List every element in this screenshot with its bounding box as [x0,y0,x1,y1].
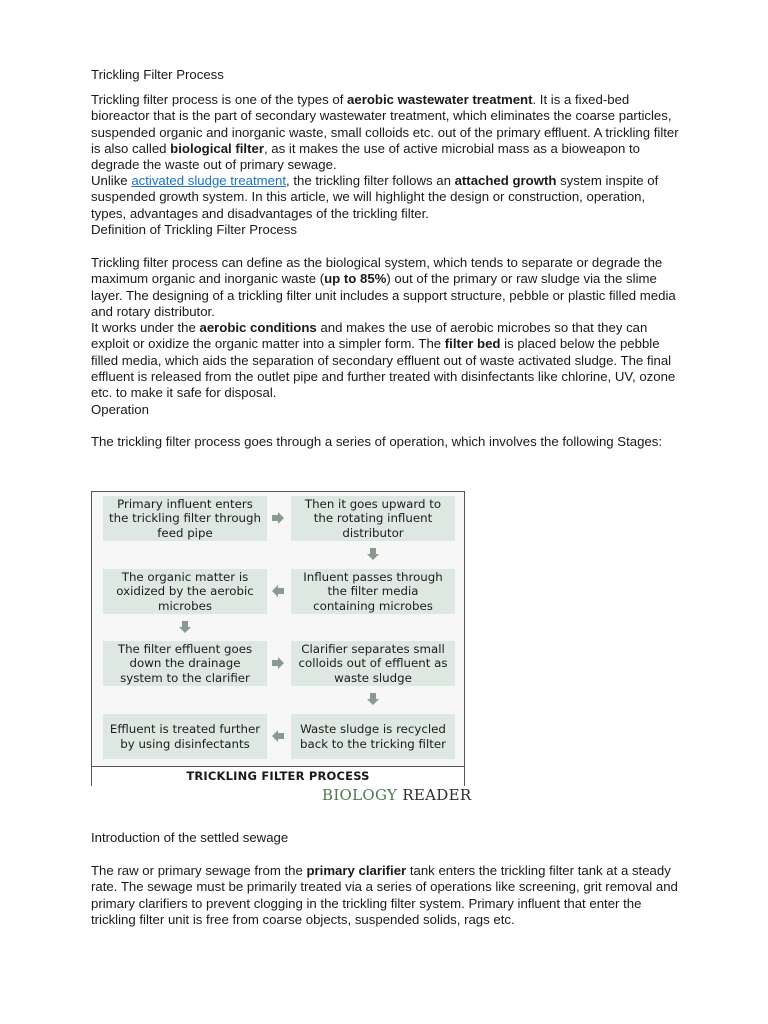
arrow-right-icon [271,656,285,670]
flow-step-4: The organic matter is oxidized by the aerobic microbes [103,569,267,614]
bold-term-aerobic-conditions: aerobic conditions [199,320,317,335]
intro-text: , the trickling filter follows an [286,173,455,188]
bold-term-filter-bed: filter bed [444,336,501,352]
bold-term-up-to-85: up to 85% [324,271,387,287]
intro-text: . It is a fixed-bed bioreactor that is the part of secondary wastewater treatment, which eliminates the coarse particles, suspended organic and inorganic waste, small colloids etc. out of the primary effluent. A trickling filter is also called [91,92,679,156]
settled-text: The raw or primary sewage from the [91,863,307,878]
definition-text: ) out of the primary or raw sludge via the slime layer. The designing of a trickling filter unit includes a support structure, pebble or plastic filled media and rotary distributor. [91,271,676,319]
settled-text: tank enters the trickling filter tank at a steady rate. The sewage must be primarily treated via a series of operations like screening, grit removal and primary clarifiers to prevent clogging in the trickling filter system. Primary influent that enter the trickling filter unit is free from coarse objects, suspended solids, rags etc. [91,863,678,927]
definition-text: is placed below the pebble filled media, which aids the separation of secondary effluent out of waste activated sludge. The final effluent is released from the outlet pipe and further treated with disinfectants like chlorine, UV, ozone etc. to make it safe for disposal. [91,336,676,401]
logo-word-2: READER [402,786,472,804]
flow-step-8: Effluent is treated further by using disinfectants [103,714,267,759]
intro-paragraph-1 [91,92,681,173]
intro-text: Unlike [91,173,132,188]
arrow-down-icon [366,692,380,706]
operation-heading: Operation [91,402,149,417]
flow-step-6: Clarifier separates small colloids out of effluent as waste sludge [291,641,455,686]
process-flowchart [91,491,465,786]
intro-text: Trickling filter process is one of the types of [91,92,348,107]
settled-sewage-heading: Introduction of the settled sewage [91,830,289,845]
definition-text: Trickling filter process can define as the biological system, which tends to separate or degrade the maximum organic and inorganic waste ( [91,255,663,287]
flowchart-footer-title: TRICKLING FILTER PROCESS [92,766,464,786]
logo-word-1: BIOLOGY [322,786,398,804]
bold-term-primary-clarifier: primary clarifier [306,863,407,878]
intro-paragraph-2 [91,173,681,222]
bold-term-attached-growth: attached growth [454,173,557,188]
definition-paragraph-1 [91,255,681,320]
flow-step-1: Primary influent enters the trickling filter through feed pipe [103,496,267,541]
arrow-left-icon [271,584,285,598]
intro-text: , as it makes the use of active microbial mass as a bioweapon to degrade the waste out of primary sewage. [91,140,640,173]
flow-step-3: Influent passes through the filter media containing microbes [291,569,455,614]
biology-reader-logo [322,787,471,803]
definition-heading: Definition of Trickling Filter Process [91,222,297,237]
arrow-down-icon [178,620,192,634]
settled-sewage-paragraph [91,863,681,928]
definition-paragraph-2 [91,320,681,401]
operation-paragraph: The trickling filter process goes through a series of operation, which involves the following Stages: [91,434,663,449]
activated-sludge-link[interactable]: activated sludge treatment [131,173,286,188]
page-title: Trickling Filter Process [91,67,224,82]
intro-text: system inspite of suspended growth system. In this article, we will highlight the design or construction, operation, types, advantages and disadvantages of the trickling filter. [91,173,659,221]
flow-step-5: The filter effluent goes down the drainage system to the clarifier [103,641,267,686]
arrow-down-icon [366,547,380,561]
flow-step-2: Then it goes upward to the rotating influent distributor [291,496,455,541]
definition-text: and makes the use of aerobic microbes so that they can exploit or oxidize the organic matter into a simpler form. The [91,320,648,352]
arrow-right-icon [271,511,285,525]
bold-term-aerobic-wastewater-treatment: aerobic wastewater treatment [347,92,533,107]
flow-step-7: Waste sludge is recycled back to the tricking filter [291,714,455,759]
bold-term-biological-filter: biological filter [170,140,264,156]
flowchart-body [92,492,464,766]
definition-text: It works under the [91,320,200,335]
arrow-left-icon [271,729,285,743]
